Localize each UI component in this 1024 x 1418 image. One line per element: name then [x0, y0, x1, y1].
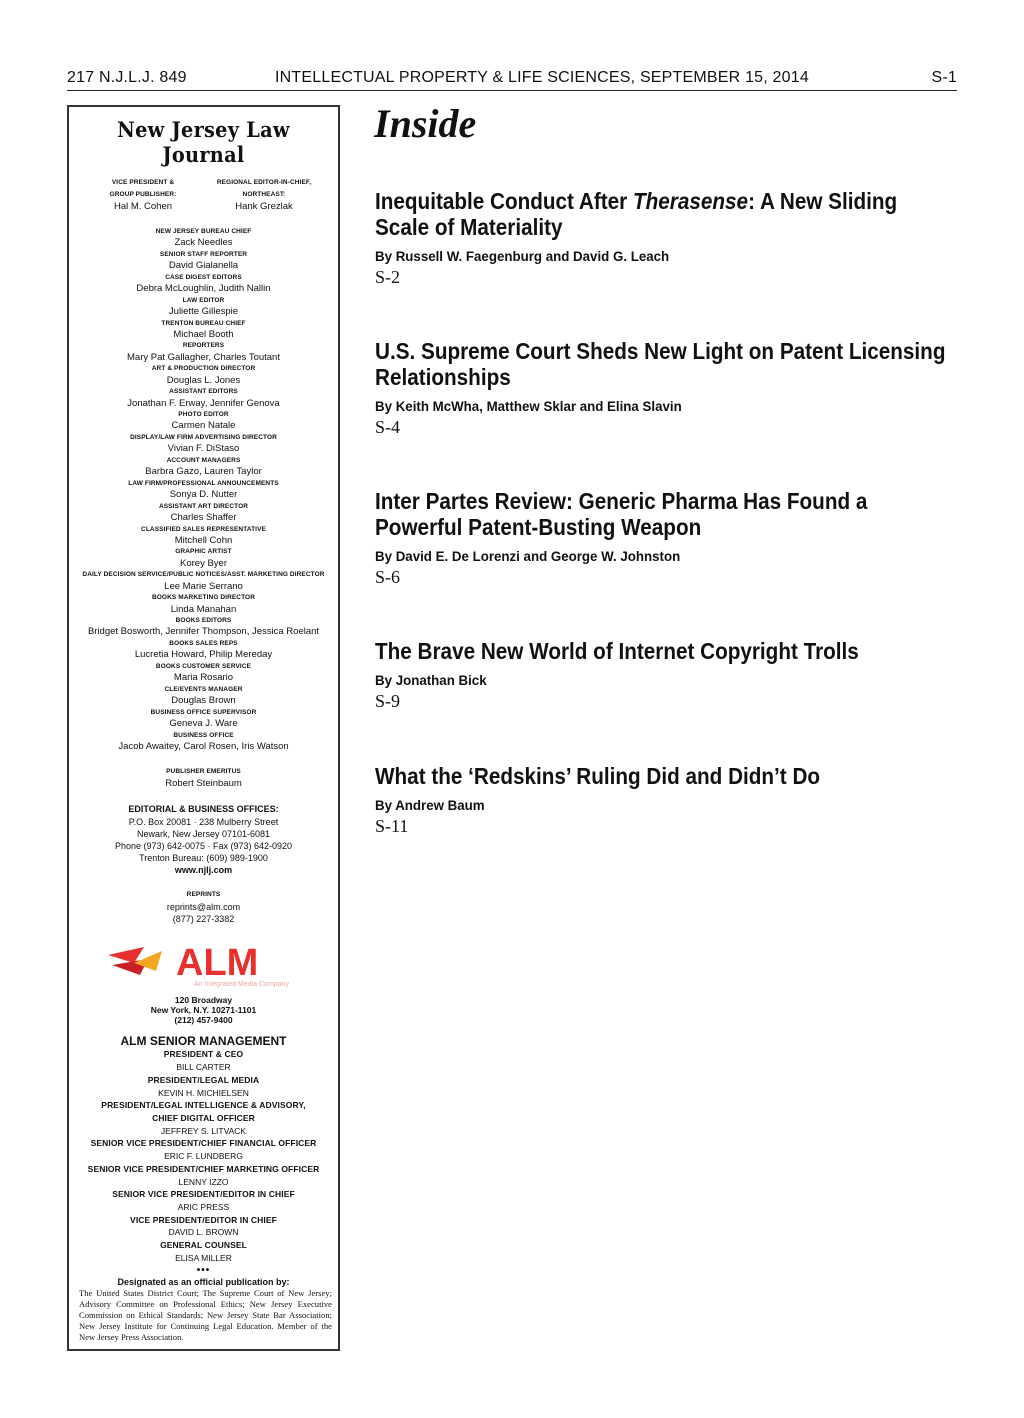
staff-name: Michael Booth	[173, 328, 234, 340]
article-title[interactable]: U.S. Supreme Court Sheds New Light on Patent Licensing Relationships	[375, 338, 946, 390]
staff-role: LAW EDITOR	[182, 296, 225, 304]
staff-role: DAILY DECISION SERVICE/PUBLIC NOTICES/ASST. MARKETING DIRECTOR	[82, 571, 325, 579]
article-title[interactable]: Inter Partes Review: Generic Pharma Has Found a Powerful Patent-Busting Weapon	[375, 488, 868, 540]
staff-name: Carmen Natale	[171, 420, 236, 432]
staff-role: BUSINESS OFFICE SUPERVISOR	[150, 708, 257, 716]
staff-role: DISPLAY/LAW FIRM ADVERTISING DIRECTOR	[130, 434, 277, 442]
staff-name: Bridget Bosworth, Jennifer Thompson, Jessica Roelant	[87, 626, 320, 638]
page-header	[67, 66, 957, 91]
article-entry[interactable]	[375, 638, 955, 712]
emeritus-block	[69, 766, 338, 789]
editor-name: Hank Grezlak	[235, 201, 293, 212]
staff-role: ASSISTANT EDITORS	[169, 388, 238, 396]
article-title-italic: Therasense	[632, 188, 749, 214]
staff-name: Geneva J. Ware	[169, 718, 238, 729]
staff-name: Douglas L. Jones	[166, 374, 241, 386]
publisher-block	[83, 177, 203, 212]
staff-name: Douglas Brown	[171, 695, 236, 707]
staff-role: TRENTON BUREAU CHIEF	[161, 319, 246, 327]
staff-name: Debra McLoughlin, Judith Nallin	[136, 283, 271, 295]
staff-role: REPORTERS	[182, 342, 225, 350]
office-line: Newark, New Jersey 07101-6081	[136, 829, 271, 840]
staff-name: Maria Rosario	[173, 672, 234, 684]
staff-name: Charles Shaffer	[170, 511, 237, 523]
staff-role: BOOKS EDITORS	[175, 617, 232, 625]
alm-tagline: An Integrated Media Company	[193, 981, 289, 989]
alm-logo-text: ALM	[175, 942, 258, 985]
staff-role: LAW FIRM/PROFESSIONAL ANNOUNCEMENTS	[128, 479, 279, 487]
staff-name: Sonya D. Nutter	[169, 489, 238, 501]
staff-role: PHOTO EDITOR	[178, 411, 229, 419]
management-name: KEVIN H. MICHIELSEN	[158, 1087, 249, 1098]
article-entry[interactable]	[375, 188, 955, 288]
masthead	[67, 105, 340, 1351]
staff-name: Zack Needles	[174, 237, 233, 249]
staff-name: David Gialanella	[168, 260, 239, 272]
alm-address-line: (212) 457-9400	[174, 1015, 233, 1026]
staff-name: Mitchell Cohn	[174, 534, 233, 546]
staff-name: Linda Manahan	[170, 603, 237, 615]
article-entry[interactable]	[375, 338, 955, 438]
article-byline: By Andrew Baum	[375, 797, 485, 813]
staff-name: Vivian F. DiStaso	[167, 443, 240, 455]
office-line: P.O. Box 20081 · 238 Mulberry Street	[128, 817, 279, 828]
article-byline: By Keith McWha, Matthew Sklar and Elina Slavin	[375, 398, 682, 414]
article-page-ref: S-9	[375, 691, 401, 711]
nameplate: New Jersey Law Journal	[117, 117, 290, 167]
section-title: INTELLECTUAL PROPERTY & LIFE SCIENCES, SEPTEMBER 15, 2014	[275, 69, 809, 86]
website-link[interactable]: www.njlj.com	[174, 865, 233, 876]
offices-title: EDITORIAL & BUSINESS OFFICES:	[128, 804, 279, 815]
staff-list	[69, 226, 338, 752]
management-role: SENIOR VICE PRESIDENT/EDITOR IN CHIEF	[112, 1189, 295, 1200]
management-role: GENERAL COUNSEL	[160, 1240, 247, 1251]
alm-address-line: New York, N.Y. 10271-1101	[150, 1005, 257, 1016]
staff-name: Mary Pat Gallagher, Charles Toutant	[127, 351, 280, 363]
staff-role: SENIOR STAFF REPORTER	[159, 250, 248, 258]
staff-role: NEW JERSEY BUREAU CHIEF	[155, 228, 252, 235]
publisher-name: Hal M. Cohen	[113, 201, 173, 212]
management-name: ARIC PRESS	[177, 1201, 230, 1212]
designated-text: The United States District Court; The Supreme Court of New Jersey; Advisory Committee on Professional Ethics; New Jersey Executive Commission on Ethical Standards; New Jersey State Bar Association; New Jersey Institute for Continuing Legal Education. Member of the New Jersey Press Association.	[79, 1288, 332, 1343]
management-role: CHIEF DIGITAL OFFICER	[152, 1113, 255, 1123]
management-name: BILL CARTER	[176, 1062, 231, 1073]
inside-heading: Inside	[374, 101, 477, 146]
separator-dots: •••	[196, 1265, 211, 1277]
staff-role: BOOKS CUSTOMER SERVICE	[155, 662, 252, 670]
staff-name: Jonathan F. Erway, Jennifer Genova	[127, 397, 280, 409]
management-role: PRESIDENT/LEGAL INTELLIGENCE & ADVISORY,	[101, 1100, 306, 1111]
staff-role: ASSISTANT ART DIRECTOR	[158, 502, 249, 510]
reprints-email[interactable]: reprints@alm.com	[166, 902, 241, 913]
editor-role: REGIONAL EDITOR-IN-CHIEF,	[216, 179, 312, 186]
editor-role: NORTHEAST:	[242, 191, 286, 198]
management-name: JEFFREY S. LITVACK	[160, 1125, 247, 1136]
article-title[interactable]: What the ‘Redskins’ Ruling Did and Didn’t Do	[375, 763, 821, 789]
staff-role: CLASSIFIED SALES REPRESENTATIVE	[141, 525, 266, 533]
editor-block	[204, 177, 324, 212]
staff-role: ACCOUNT MANAGERS	[166, 456, 241, 464]
staff-name: Korey Byer	[180, 557, 227, 569]
management-name: LENNY IZZO	[178, 1176, 229, 1187]
staff-name: Juliette Gillespie	[168, 305, 239, 317]
article-entry[interactable]	[375, 488, 955, 588]
staff-role: GRAPHIC ARTIST	[175, 548, 232, 556]
management-title: ALM SENIOR MANAGEMENT	[120, 1034, 287, 1049]
publisher-role: VICE PRESIDENT &	[111, 179, 175, 186]
management-list	[69, 1048, 338, 1264]
staff-role: ART & PRODUCTION DIRECTOR	[151, 365, 256, 373]
staff-name: Barbra Gazo, Lauren Taylor	[145, 466, 262, 478]
offices-block	[69, 803, 338, 877]
reprints-block	[69, 889, 338, 925]
reprints-title: REPRINTS	[186, 891, 221, 899]
citation: 217 N.J.L.J. 849	[67, 69, 187, 86]
article-page-ref: S-6	[375, 567, 401, 587]
designated-title: Designated as an official publication by:	[117, 1277, 290, 1288]
article-byline: By Russell W. Faegenburg and David G. Leach	[375, 248, 670, 264]
article-title[interactable]: Inequitable Conduct After Therasense: A New Sliding Scale of Materiality	[375, 188, 898, 240]
office-line: Trenton Bureau: (609) 989-1900	[139, 853, 268, 864]
emeritus-name: Robert Steinbaum	[165, 778, 242, 790]
leadership-row	[69, 177, 338, 212]
article-entry[interactable]	[375, 763, 955, 837]
article-byline: By Jonathan Bick	[375, 672, 487, 688]
staff-role: BOOKS SALES REPS	[169, 640, 238, 648]
staff-role: CLE/EVENTS MANAGER	[164, 685, 243, 693]
alm-logo-mark	[104, 941, 304, 989]
alm-address-line: 120 Broadway	[174, 995, 233, 1006]
reprints-phone: (877) 227-3382	[172, 914, 235, 925]
management-name: ELISA MILLER	[175, 1252, 232, 1263]
staff-role: CASE DIGEST EDITORS	[165, 273, 242, 281]
staff-role: BUSINESS OFFICE	[173, 731, 234, 739]
management-role: SENIOR VICE PRESIDENT/CHIEF MARKETING OFFICER	[87, 1163, 320, 1174]
staff-role: BOOKS MARKETING DIRECTOR	[151, 594, 256, 602]
staff-name: Lee Marie Serrano	[164, 580, 243, 592]
emeritus-role: PUBLISHER EMERITUS	[166, 768, 241, 776]
article-page-ref: S-4	[375, 417, 401, 437]
publisher-role: GROUP PUBLISHER:	[109, 191, 177, 198]
staff-name: Jacob Awaitey, Carol Rosen, Iris Watson	[118, 740, 289, 752]
staff-name: Lucretia Howard, Philip Mereday	[134, 649, 273, 661]
management-role: PRESIDENT & CEO	[163, 1049, 244, 1060]
alm-logo	[104, 941, 304, 989]
management-role: PRESIDENT/LEGAL MEDIA	[147, 1074, 260, 1085]
management-name: ERIC F. LUNDBERG	[164, 1151, 243, 1162]
article-page-ref: S-2	[375, 267, 401, 287]
page-number: S-1	[931, 69, 957, 86]
management-name: DAVID L. BROWN	[168, 1227, 239, 1238]
article-byline: By David E. De Lorenzi and George W. Johnston	[375, 548, 681, 564]
article-title[interactable]: The Brave New World of Internet Copyright Trolls	[375, 638, 859, 664]
alm-address	[69, 995, 338, 1025]
office-line: Phone (973) 642-0075 · Fax (973) 642-0920	[114, 841, 293, 852]
management-role: SENIOR VICE PRESIDENT/CHIEF FINANCIAL OFFICER	[90, 1138, 317, 1149]
article-page-ref: S-11	[375, 816, 409, 836]
management-role: VICE PRESIDENT/EDITOR IN CHIEF	[130, 1214, 277, 1225]
